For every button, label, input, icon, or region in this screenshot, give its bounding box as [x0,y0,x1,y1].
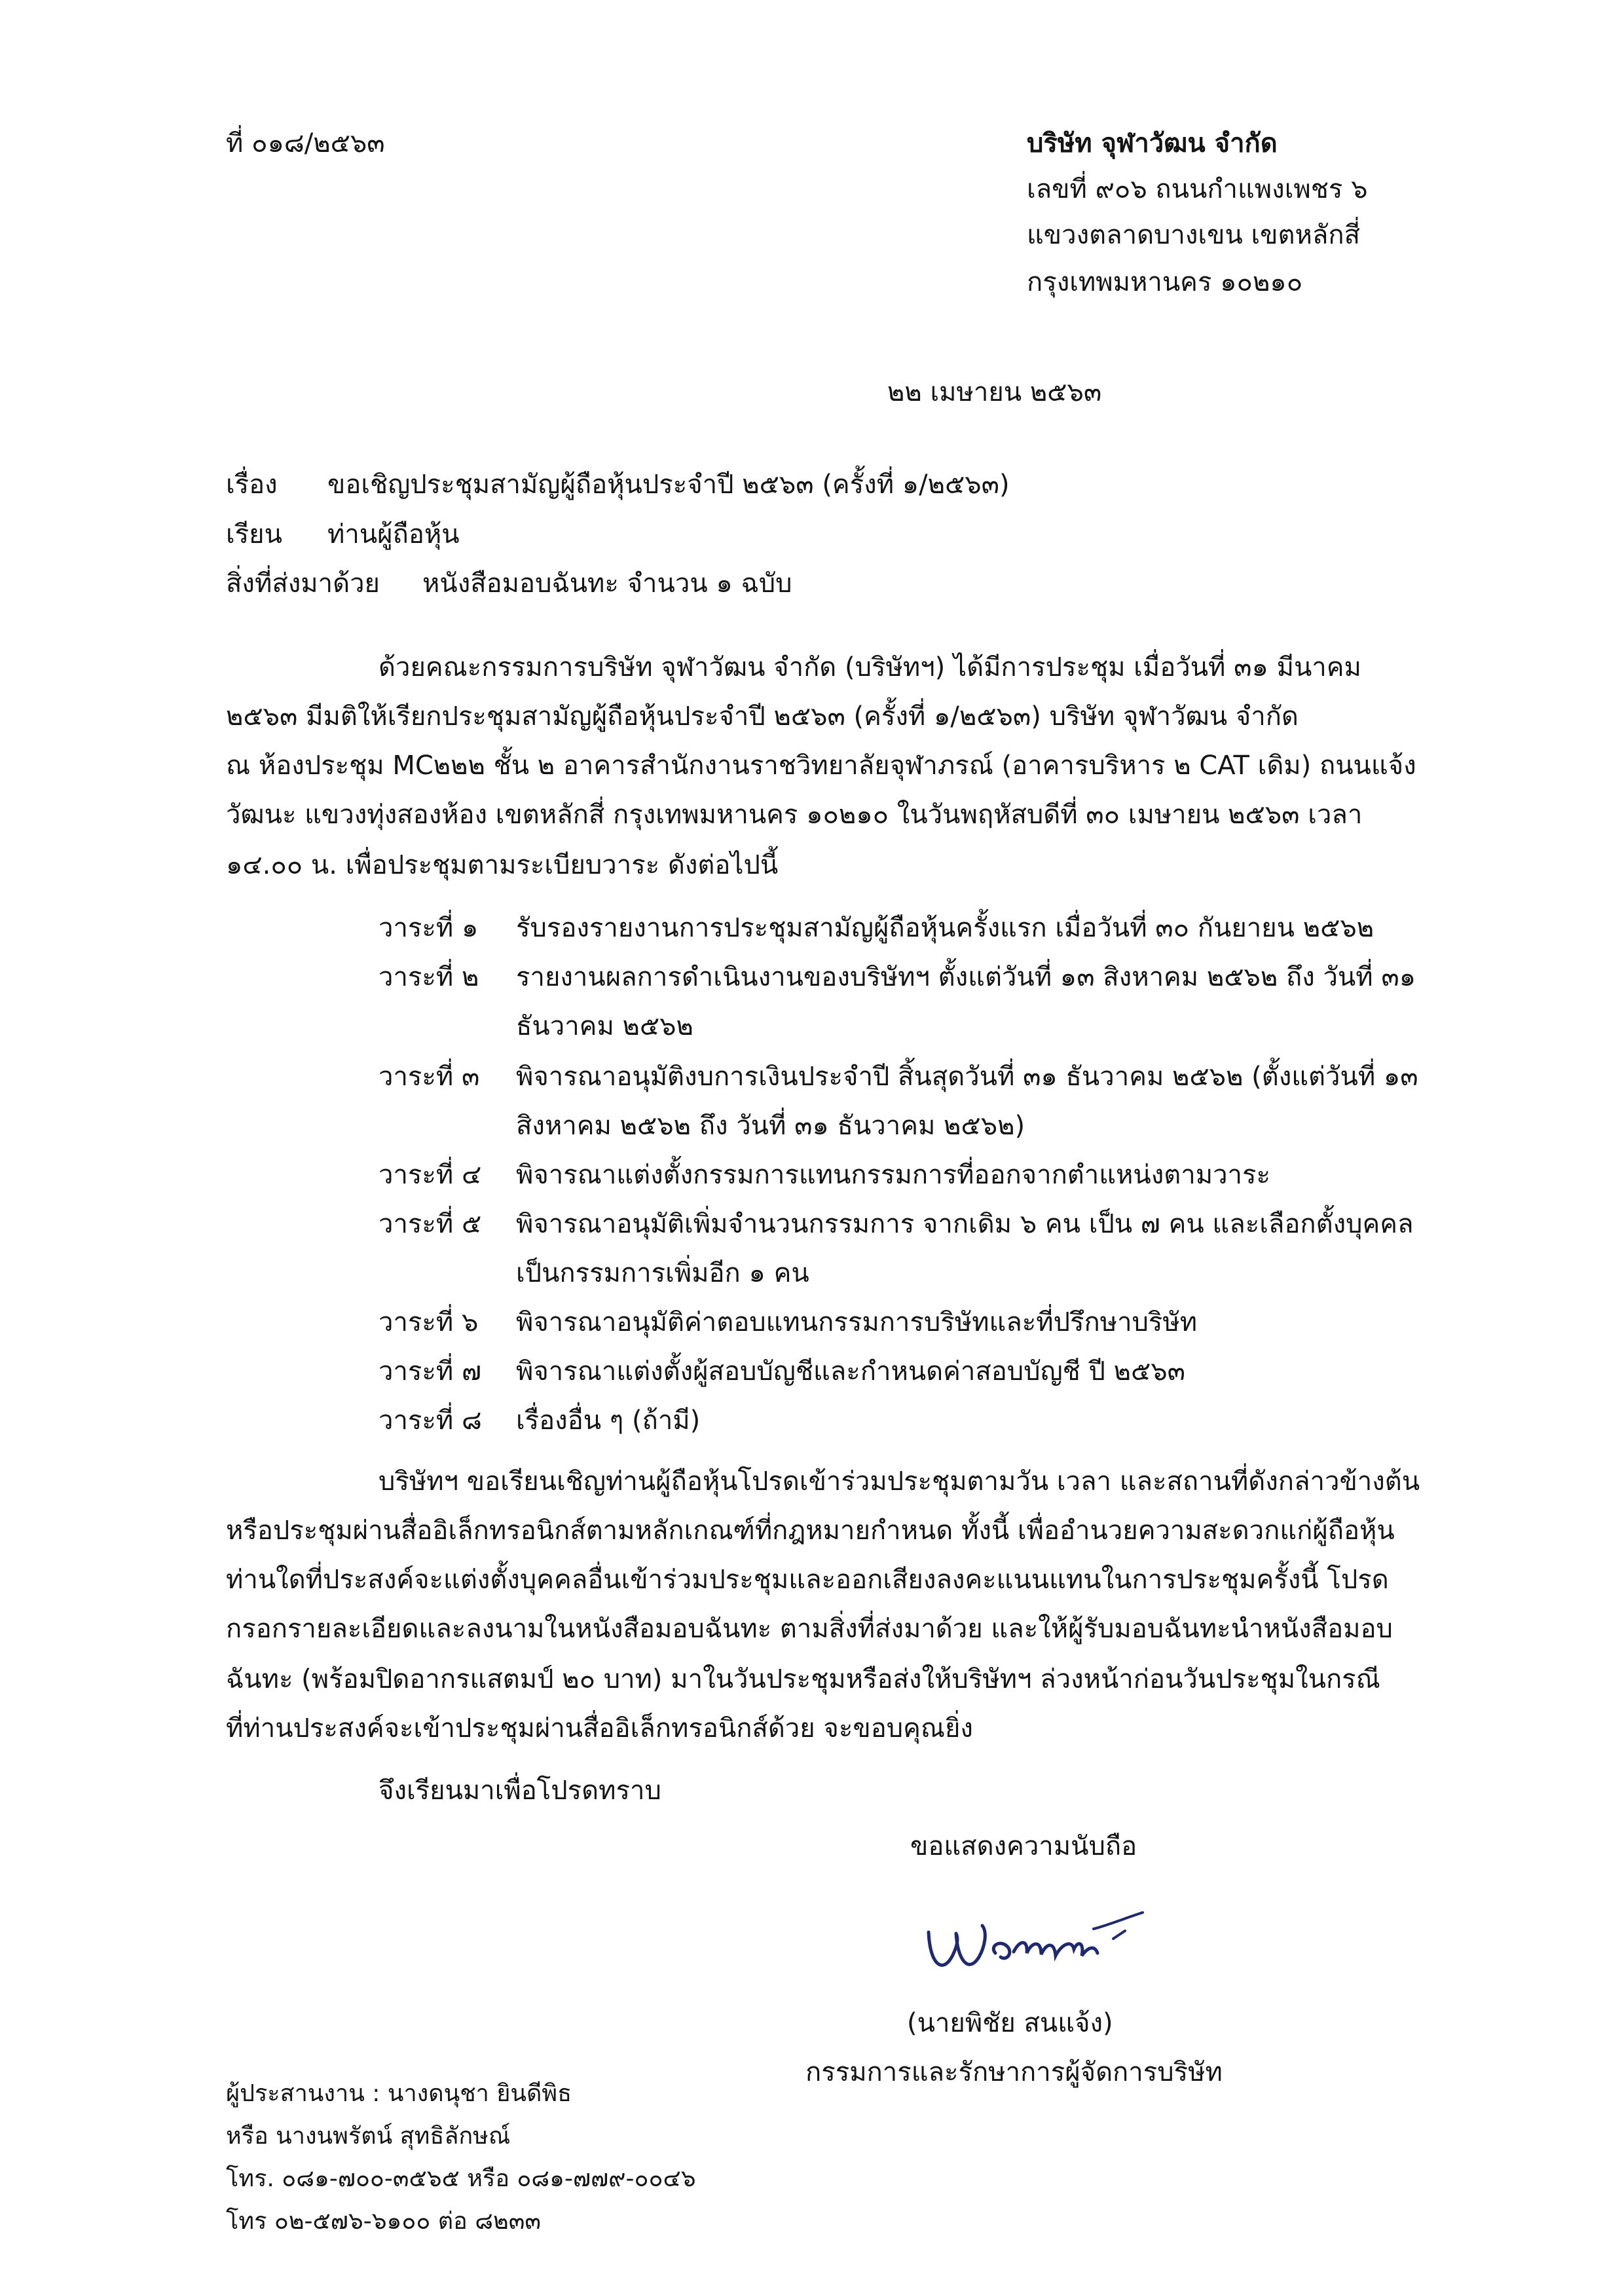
agenda-number: วาระที่ ๒ [378,962,479,992]
invitation-line: ที่ท่านประสงค์จะเข้าประชุมผ่านสื่ออิเล็กทรอนิกส์ด้วย จะขอบคุณยิ่ง [226,1713,973,1744]
company-address-line: เลขที่ ๙๐๖ ถนนกำแพงเพชร ๖ [1027,174,1368,204]
enclosure-label: สิ่งที่ส่งมาด้วย [226,569,380,599]
invitation-line: ฉันทะ (พร้อมปิดอากรแสตมป์ ๒๐ บาท) มาในวันประชุมหรือส่งให้บริษัทฯ ล่วงหน้าก่อนวันประชุมในกรณี [226,1664,1380,1694]
letter-date: ๒๒ เมษายน ๒๕๖๓ [887,377,1102,407]
signatory-title: กรรมการและรักษาการผู้จัดการบริษัท [805,2057,1223,2087]
invitation-line: บริษัทฯ ขอเรียนเชิญท่านผู้ถือหุ้นโปรดเข้าร่วมประชุมตามวัน เวลา และสถานที่ดังกล่าวข้างต้น [378,1466,1420,1497]
agenda-text: พิจารณาแต่งตั้งกรรมการแทนกรรมการที่ออกจากตำแหน่งตามวาระ [516,1160,1270,1190]
contact-line: โทร. ๐๘๑-๗๐๐-๓๕๖๕ หรือ ๐๘๑-๗๗๙-๐๐๔๖ [226,2165,696,2192]
intro-line: วัฒนะ แขวงทุ่งสองห้อง เขตหลักสี่ กรุงเทพมหานคร ๑๐๒๑๐ ในวันพฤหัสบดีที่ ๓๐ เมษายน ๒๕๖๓ เวลา [226,800,1363,830]
agenda-text: พิจารณาอนุมัติค่าตอบแทนกรรมการบริษัทและที่ปรึกษาบริษัท [516,1307,1198,1337]
intro-line: ด้วยคณะกรรมการบริษัท จุฬาวัฒน จำกัด (บริษัทฯ) ได้มีการประชุม เมื่อวันที่ ๓๑ มีนาคม [378,652,1361,682]
invitation-line: กรอกรายละเอียดและลงนามในหนังสือมอบฉันทะ ตามสิ่งที่ส่งมาด้วย และให้ผู้รับมอบฉันทะนำหนังสือมอบ [226,1614,1393,1644]
agenda-number: วาระที่ ๕ [378,1209,482,1239]
intro-line: ณ ห้องประชุม MC๒๒๒ ชั้น ๒ อาคารสำนักงานราชวิทยาลัยจุฬาภรณ์ (อาคารบริหาร ๒ CAT เดิม) ถนนแจ้ง [226,751,1416,781]
signature-image [917,1893,1153,1991]
agenda-number: วาระที่ ๘ [378,1406,482,1436]
agenda-number: วาระที่ ๗ [378,1356,482,1387]
agenda-text: พิจารณาแต่งตั้งผู้สอบบัญชีและกำหนดค่าสอบบัญชี ปี ๒๕๖๓ [516,1356,1186,1387]
company-address-line: แขวงตลาดบางเขน เขตหลักสี่ [1027,220,1361,250]
company-address-line: กรุงเทพมหานคร ๑๐๒๑๐ [1027,267,1303,297]
agenda-number: วาระที่ ๖ [378,1307,479,1337]
agenda-number: วาระที่ ๓ [378,1062,480,1092]
regards-text: ขอแสดงความนับถือ [910,1831,1137,1861]
intro-line: ๑๔.๐๐ น. เพื่อประชุมตามระเบียบวาระ ดังต่อไปนี้ [226,850,779,880]
agenda-number: วาระที่ ๑ [378,913,479,943]
agenda-text: พิจารณาอนุมัติเพิ่มจำนวนกรรมการ จากเดิม ๖ คน เป็น ๗ คน และเลือกตั้งบุคคล [516,1209,1414,1239]
recipient-text: ท่านผู้ถือหุ้น [327,519,460,550]
invitation-line: หรือประชุมผ่านสื่ออิเล็กทรอนิกส์ตามหลักเกณฑ์ที่กฎหมายกำหนด ทั้งนี้ เพื่ออำนวยความสะดวกแก่ผู้ถือหุ้น [226,1516,1395,1546]
intro-line: ๒๕๖๓ มีมติให้เรียกประชุมสามัญผู้ถือหุ้นประจำปี ๒๕๖๓ (ครั้งที่ ๑/๒๕๖๓) บริษัท จุฬาวัฒน จำกัด [226,701,1299,732]
agenda-text: สิงหาคม ๒๕๖๒ ถึง วันที่ ๓๑ ธันวาคม ๒๕๖๒) [516,1111,1025,1141]
contact-line: หรือ นางนพรัตน์ สุทธิลักษณ์ [226,2123,511,2150]
company-name: บริษัท จุฬาวัฒน จำกัด [1027,128,1278,159]
agenda-text: พิจารณาอนุมัติงบการเงินประจำปี สิ้นสุดวันที่ ๓๑ ธันวาคม ๒๕๖๒ (ตั้งแต่วันที่ ๑๓ [516,1062,1418,1092]
agenda-text: ธันวาคม ๒๕๖๒ [516,1011,693,1041]
agenda-text: รายงานผลการดำเนินงานของบริษัทฯ ตั้งแต่วันที่ ๑๓ สิงหาคม ๒๕๖๒ ถึง วันที่ ๓๑ [516,962,1416,992]
subject-text: ขอเชิญประชุมสามัญผู้ถือหุ้นประจำปี ๒๕๖๓ (ครั้งที่ ๑/๒๕๖๓) [327,470,1010,500]
document-number: ที่ ๐๑๘/๒๕๖๓ [226,128,385,159]
contact-line: โทร ๐๒-๕๗๖-๖๑๐๐ ต่อ ๘๒๓๓ [226,2208,541,2235]
agenda-text: รับรองรายงานการประชุมสามัญผู้ถือหุ้นครั้งแรก เมื่อวันที่ ๓๐ กันยายน ๒๕๖๒ [516,913,1375,943]
signatory-name: (นายพิชัย สนแจ้ง) [907,2008,1113,2038]
invitation-line: ท่านใดที่ประสงค์จะแต่งตั้งบุคคลอื่นเข้าร่วมประชุมและออกเสียงลงคะแนนแทนในการประชุมครั้งนี้ โปรด [226,1565,1389,1595]
agenda-number: วาระที่ ๔ [378,1160,482,1190]
enclosure-text: หนังสือมอบฉันทะ จำนวน ๑ ฉบับ [422,569,792,599]
recipient-label: เรียน [226,519,282,550]
contact-line: ผู้ประสานงาน : นางดนุชา ยินดีพิธ [226,2080,572,2107]
agenda-text: เป็นกรรมการเพิ่มอีก ๑ คน [516,1258,809,1288]
closing-text: จึงเรียนมาเพื่อโปรดทราบ [378,1776,661,1806]
subject-label: เรื่อง [226,470,278,500]
agenda-text: เรื่องอื่น ๆ (ถ้ามี) [516,1406,701,1436]
